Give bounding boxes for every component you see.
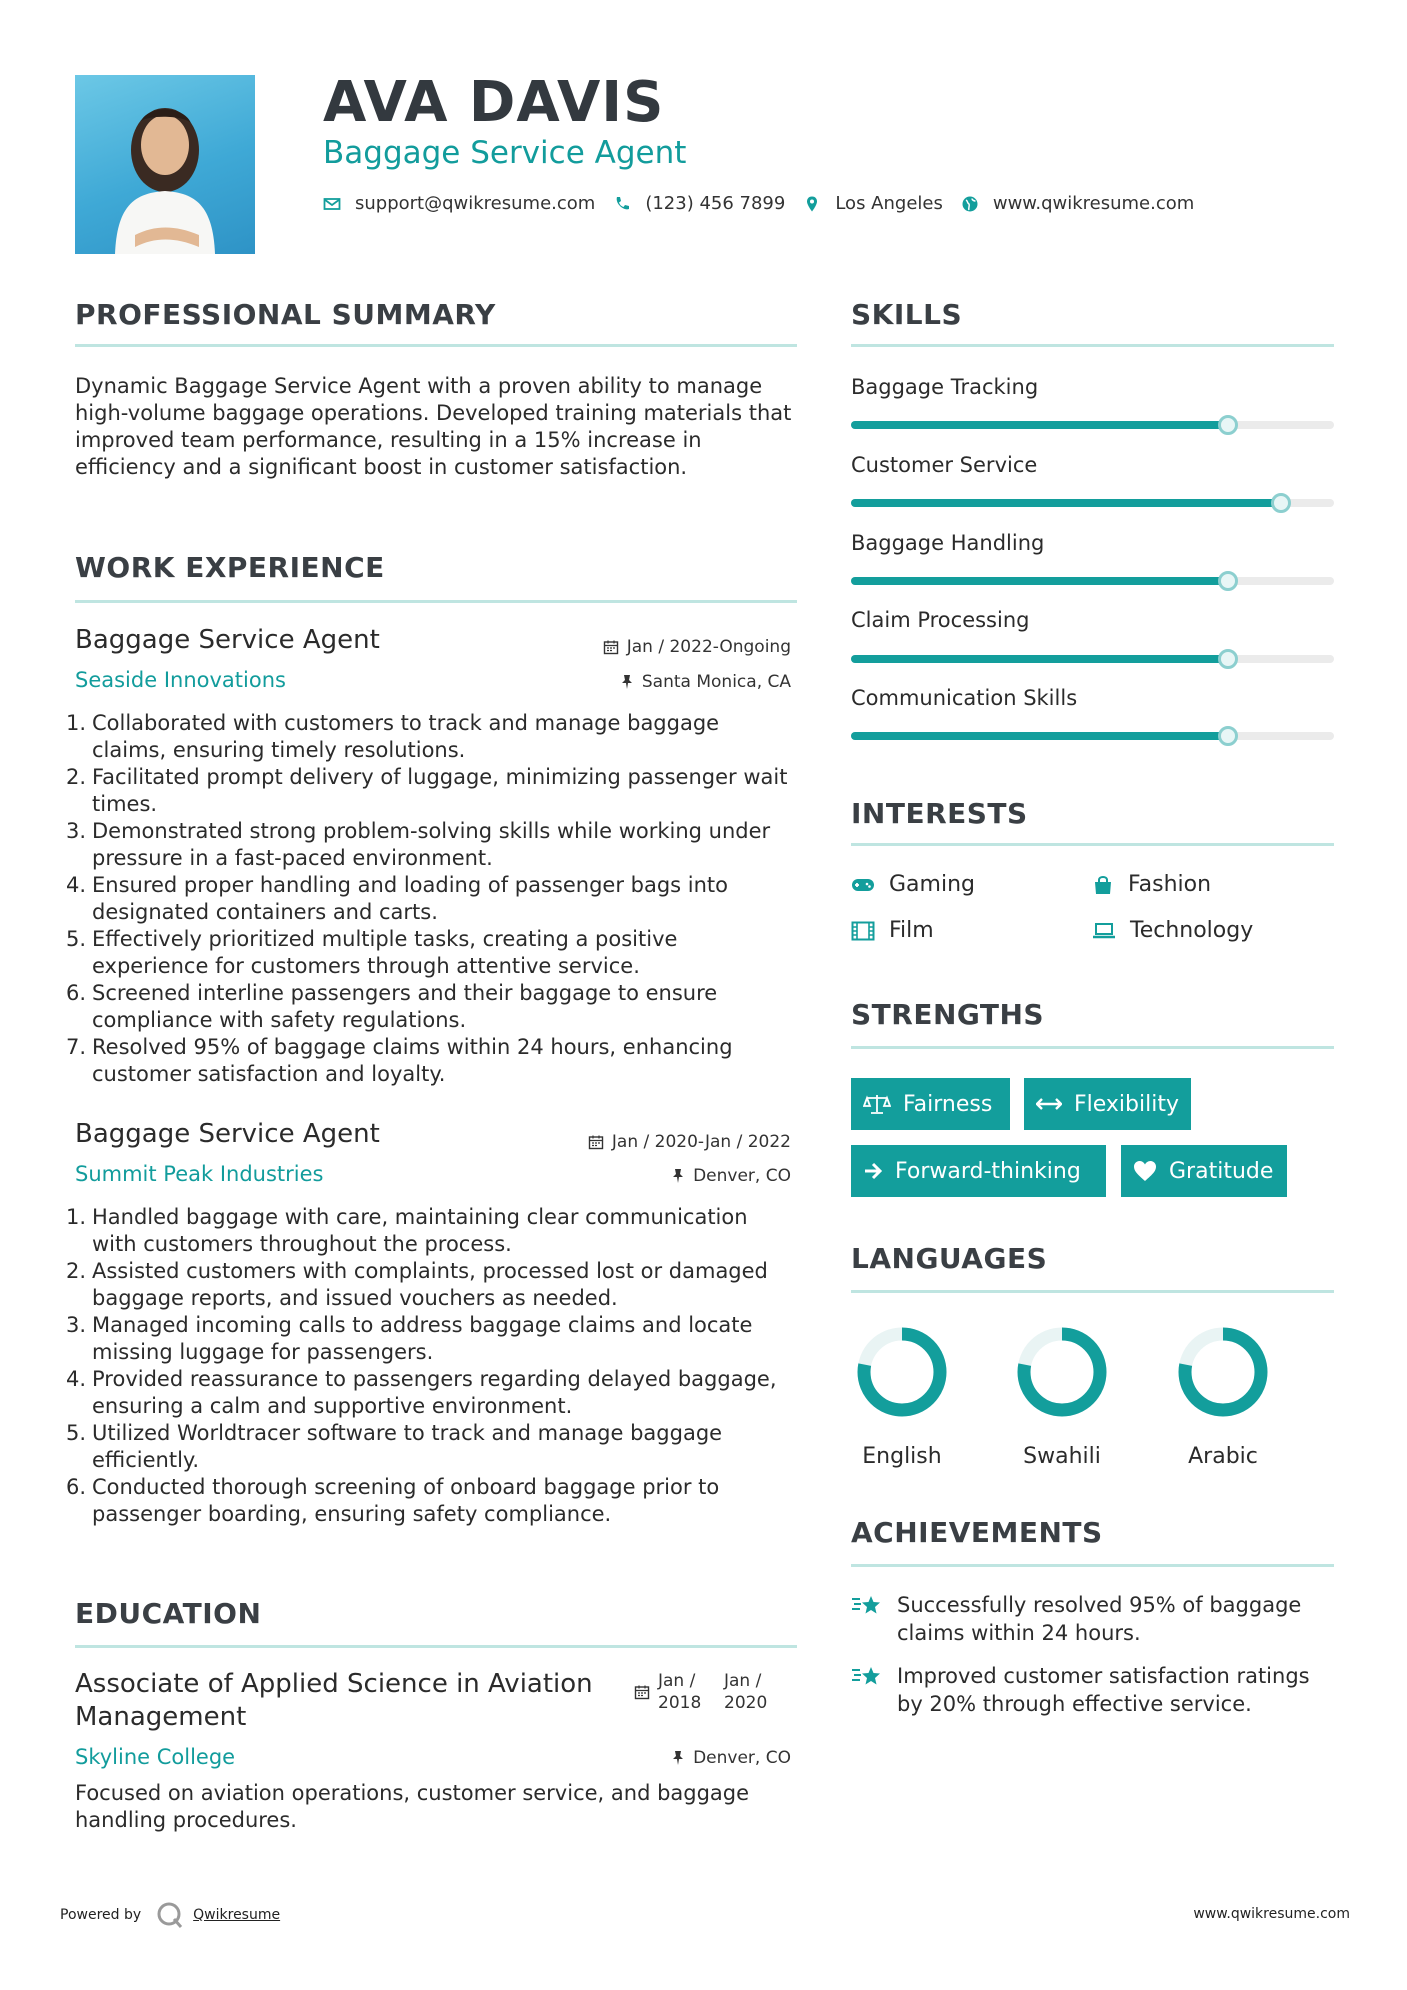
skill-bar: [851, 499, 1334, 507]
strength-label: Forward-thinking: [895, 1158, 1081, 1184]
strengths-divider: [851, 1046, 1334, 1049]
calendar-icon: [634, 1684, 650, 1700]
list-number: 5.: [66, 927, 87, 951]
interest-item: [851, 872, 975, 897]
education-dates: [634, 1670, 782, 1714]
skills-divider: [851, 344, 1334, 347]
interest-item: [1092, 872, 1211, 897]
list-item: [66, 1474, 796, 1528]
list-number: 1.: [66, 711, 87, 735]
candidate-name: AVA DAVIS: [323, 70, 665, 135]
list-text: Collaborated with customers to track and manage baggage claims, ensuring timely resolutions.: [92, 711, 720, 762]
list-item: [66, 1034, 796, 1088]
list-number: 6.: [66, 981, 87, 1005]
shooting-star-icon: [851, 1593, 883, 1619]
achievements-heading: ACHIEVEMENTS: [851, 1516, 1103, 1549]
contact-website[interactable]: www.qwikresume.com: [992, 193, 1195, 214]
interests-divider: [851, 843, 1334, 846]
language-item: [827, 1322, 977, 1469]
skills-heading: SKILLS: [851, 298, 963, 331]
company-name: Summit Peak Industries: [75, 1162, 324, 1186]
interest-label: Technology: [1130, 918, 1254, 943]
qwikresume-logo-icon: [155, 1900, 185, 1930]
skill-bar: [851, 732, 1334, 740]
list-number: 7.: [66, 1035, 87, 1059]
strength-tag: [851, 1145, 1106, 1197]
list-text: Effectively prioritized multiple tasks, creating a positive experience for customers through attentive service.: [92, 927, 678, 978]
company-name: Seaside Innovations: [75, 668, 286, 692]
list-text: Screened interline passengers and their baggage to ensure compliance with safety regulations.: [92, 981, 718, 1032]
pushpin-icon: [671, 1168, 685, 1184]
skill-bar-knob: [1271, 493, 1291, 513]
list-number: 2.: [66, 765, 87, 789]
list-text: Utilized Worldtracer software to track and manage baggage efficiently.: [92, 1421, 723, 1472]
skill-name: Baggage Handling: [851, 531, 1045, 555]
list-text: Ensured proper handling and loading of passenger bags into designated containers and carts.: [92, 873, 729, 924]
list-item: [66, 872, 796, 926]
list-number: 3.: [66, 819, 87, 843]
list-text: Facilitated prompt delivery of luggage, minimizing passenger wait times.: [92, 765, 788, 816]
strength-tag: [1024, 1078, 1191, 1130]
job-location: [620, 672, 791, 692]
summary-heading: PROFESSIONAL SUMMARY: [75, 298, 496, 331]
footer-powered-by: [60, 1900, 280, 1930]
brand-link[interactable]: Qwikresume: [193, 1907, 281, 1923]
skill-bar-knob: [1218, 649, 1238, 669]
envelope-icon: [323, 195, 341, 213]
list-number: 3.: [66, 1313, 87, 1337]
interest-item: [851, 918, 934, 943]
scale-icon: [863, 1093, 891, 1115]
education-degree: Associate of Applied Science in Aviation Management: [75, 1669, 593, 1732]
language-ring: [1173, 1322, 1273, 1422]
experience-heading: WORK EXPERIENCE: [75, 551, 385, 584]
job-location-text: Santa Monica, CA: [641, 672, 791, 692]
job-dates: [588, 1132, 791, 1152]
school-name: Skyline College: [75, 1745, 236, 1769]
footer-url[interactable]: www.qwikresume.com: [1193, 1906, 1350, 1922]
skill-bar-knob: [1218, 571, 1238, 591]
list-text: Handled baggage with care, maintaining clear communication with customers throughout the process.: [92, 1205, 748, 1256]
map-pin-icon: [803, 195, 821, 213]
contact-location: Los Angeles: [835, 193, 943, 214]
language-name: Swahili: [1023, 1444, 1101, 1469]
list-text: Assisted customers with complaints, processed lost or damaged baggage reports, and issued vouchers as needed.: [92, 1259, 768, 1310]
job-title: Baggage Service Agent: [75, 1119, 380, 1149]
list-text: Provided reassurance to passengers regarding delayed baggage, ensuring a calm and supportive environment.: [92, 1367, 777, 1418]
strength-label: Fairness: [903, 1091, 993, 1117]
list-item: [66, 926, 796, 980]
job-bullets: [66, 1204, 796, 1528]
job-location-text: Denver, CO: [693, 1166, 791, 1186]
job-dates-text: Jan / 2020-Jan / 2022: [611, 1132, 791, 1152]
skill-bar-fill: [851, 499, 1281, 507]
list-number: 4.: [66, 1367, 87, 1391]
achievement-item: [851, 1662, 1341, 1718]
achievements-divider: [851, 1564, 1334, 1567]
interest-item: [1092, 918, 1253, 943]
list-number: 5.: [66, 1421, 87, 1445]
list-item: [66, 1312, 796, 1366]
list-item: [66, 980, 796, 1034]
list-item: [66, 1258, 796, 1312]
list-text: Managed incoming calls to address baggage claims and locate missing luggage for passengers.: [92, 1313, 753, 1364]
strengths-heading: STRENGTHS: [851, 998, 1045, 1031]
job-bullets: [66, 710, 796, 1088]
experience-divider: [75, 600, 797, 603]
language-item: [987, 1322, 1137, 1469]
strength-label: Gratitude: [1169, 1158, 1274, 1184]
language-ring: [852, 1322, 952, 1422]
pushpin-icon: [671, 1750, 685, 1766]
interests-heading: INTERESTS: [851, 797, 1028, 830]
language-ring: [1012, 1322, 1112, 1422]
contact-email[interactable]: support@qwikresume.com: [355, 193, 596, 214]
education-end: Jan / 2020: [724, 1671, 768, 1713]
list-number: 2.: [66, 1259, 87, 1283]
film-icon: [851, 921, 875, 941]
summary-text: Dynamic Baggage Service Agent with a proven ability to manage high-volume baggage operations. Developed training materials that improved team performance, resulting in a 15% increase in efficiency and a significant boost in customer satisfaction.: [75, 374, 792, 479]
education-heading: EDUCATION: [75, 1597, 262, 1630]
education-location: [671, 1748, 791, 1768]
languages-divider: [851, 1290, 1334, 1293]
skill-name: Communication Skills: [851, 686, 1078, 710]
skill-bar-fill: [851, 655, 1228, 663]
list-number: 6.: [66, 1475, 87, 1499]
laptop-icon: [1092, 922, 1116, 940]
skill-bar-knob: [1218, 415, 1238, 435]
skill-bar-knob: [1218, 726, 1238, 746]
list-item: [66, 1204, 796, 1258]
language-name: Arabic: [1188, 1444, 1258, 1469]
education-start: Jan / 2018: [658, 1671, 702, 1713]
list-item: [66, 764, 796, 818]
interest-label: Gaming: [889, 872, 975, 897]
summary-divider: [75, 344, 797, 347]
list-text: Resolved 95% of baggage claims within 24 hours, enhancing customer satisfaction and loyalty.: [92, 1035, 733, 1086]
heart-icon: [1133, 1160, 1157, 1182]
language-name: English: [862, 1444, 942, 1469]
achievement-text: Successfully resolved 95% of baggage claims within 24 hours.: [897, 1593, 1302, 1645]
skill-bar: [851, 655, 1334, 663]
skill-bar-fill: [851, 421, 1228, 429]
job-dates-text: Jan / 2022-Ongoing: [626, 637, 791, 657]
phone-icon: [613, 195, 631, 213]
strength-tag: [1121, 1145, 1287, 1197]
list-text: Demonstrated strong problem-solving skills while working under pressure in a fast-paced environment.: [92, 819, 771, 870]
candidate-title: Baggage Service Agent: [323, 135, 687, 171]
skill-name: Customer Service: [851, 453, 1038, 477]
skill-bar: [851, 577, 1334, 585]
achievement-item: [851, 1591, 1341, 1647]
interest-label: Fashion: [1128, 872, 1212, 897]
skill-name: Baggage Tracking: [851, 375, 1039, 399]
arrows-h-icon: [1036, 1096, 1062, 1112]
education-divider: [75, 1645, 797, 1648]
arrow-right-icon: [863, 1161, 883, 1181]
powered-by-text: Powered by: [60, 1907, 142, 1923]
calendar-icon: [588, 1134, 604, 1150]
list-text: Conducted thorough screening of onboard baggage prior to passenger boarding, ensuring safety compliance.: [92, 1475, 720, 1526]
job-title: Baggage Service Agent: [75, 625, 380, 655]
profile-photo: [75, 75, 255, 254]
skill-bar: [851, 421, 1334, 429]
list-item: [66, 710, 796, 764]
calendar-icon: [603, 639, 619, 655]
gamepad-icon: [851, 876, 875, 894]
job-dates: [603, 637, 791, 657]
strength-tag: [851, 1078, 1010, 1130]
education-description: Focused on aviation operations, customer service, and baggage handling procedures.: [75, 1781, 750, 1832]
skill-bar-fill: [851, 732, 1228, 740]
interest-label: Film: [889, 918, 934, 943]
list-item: [66, 818, 796, 872]
strength-label: Flexibility: [1074, 1091, 1179, 1117]
globe-icon: [961, 195, 979, 213]
list-item: [66, 1366, 796, 1420]
list-item: [66, 1420, 796, 1474]
pushpin-icon: [620, 674, 634, 690]
education-location-text: Denver, CO: [693, 1748, 791, 1768]
skill-bar-fill: [851, 577, 1228, 585]
list-number: 1.: [66, 1205, 87, 1229]
job-location: [671, 1166, 791, 1186]
shopping-bag-icon: [1092, 874, 1114, 896]
language-item: [1148, 1322, 1298, 1469]
contact-bar: [323, 193, 1212, 214]
list-number: 4.: [66, 873, 87, 897]
shooting-star-icon: [851, 1664, 883, 1690]
skill-name: Claim Processing: [851, 608, 1030, 632]
achievement-text: Improved customer satisfaction ratings by 20% through effective service.: [897, 1664, 1310, 1716]
languages-heading: LANGUAGES: [851, 1242, 1048, 1275]
contact-phone[interactable]: (123) 456 7899: [645, 193, 786, 214]
